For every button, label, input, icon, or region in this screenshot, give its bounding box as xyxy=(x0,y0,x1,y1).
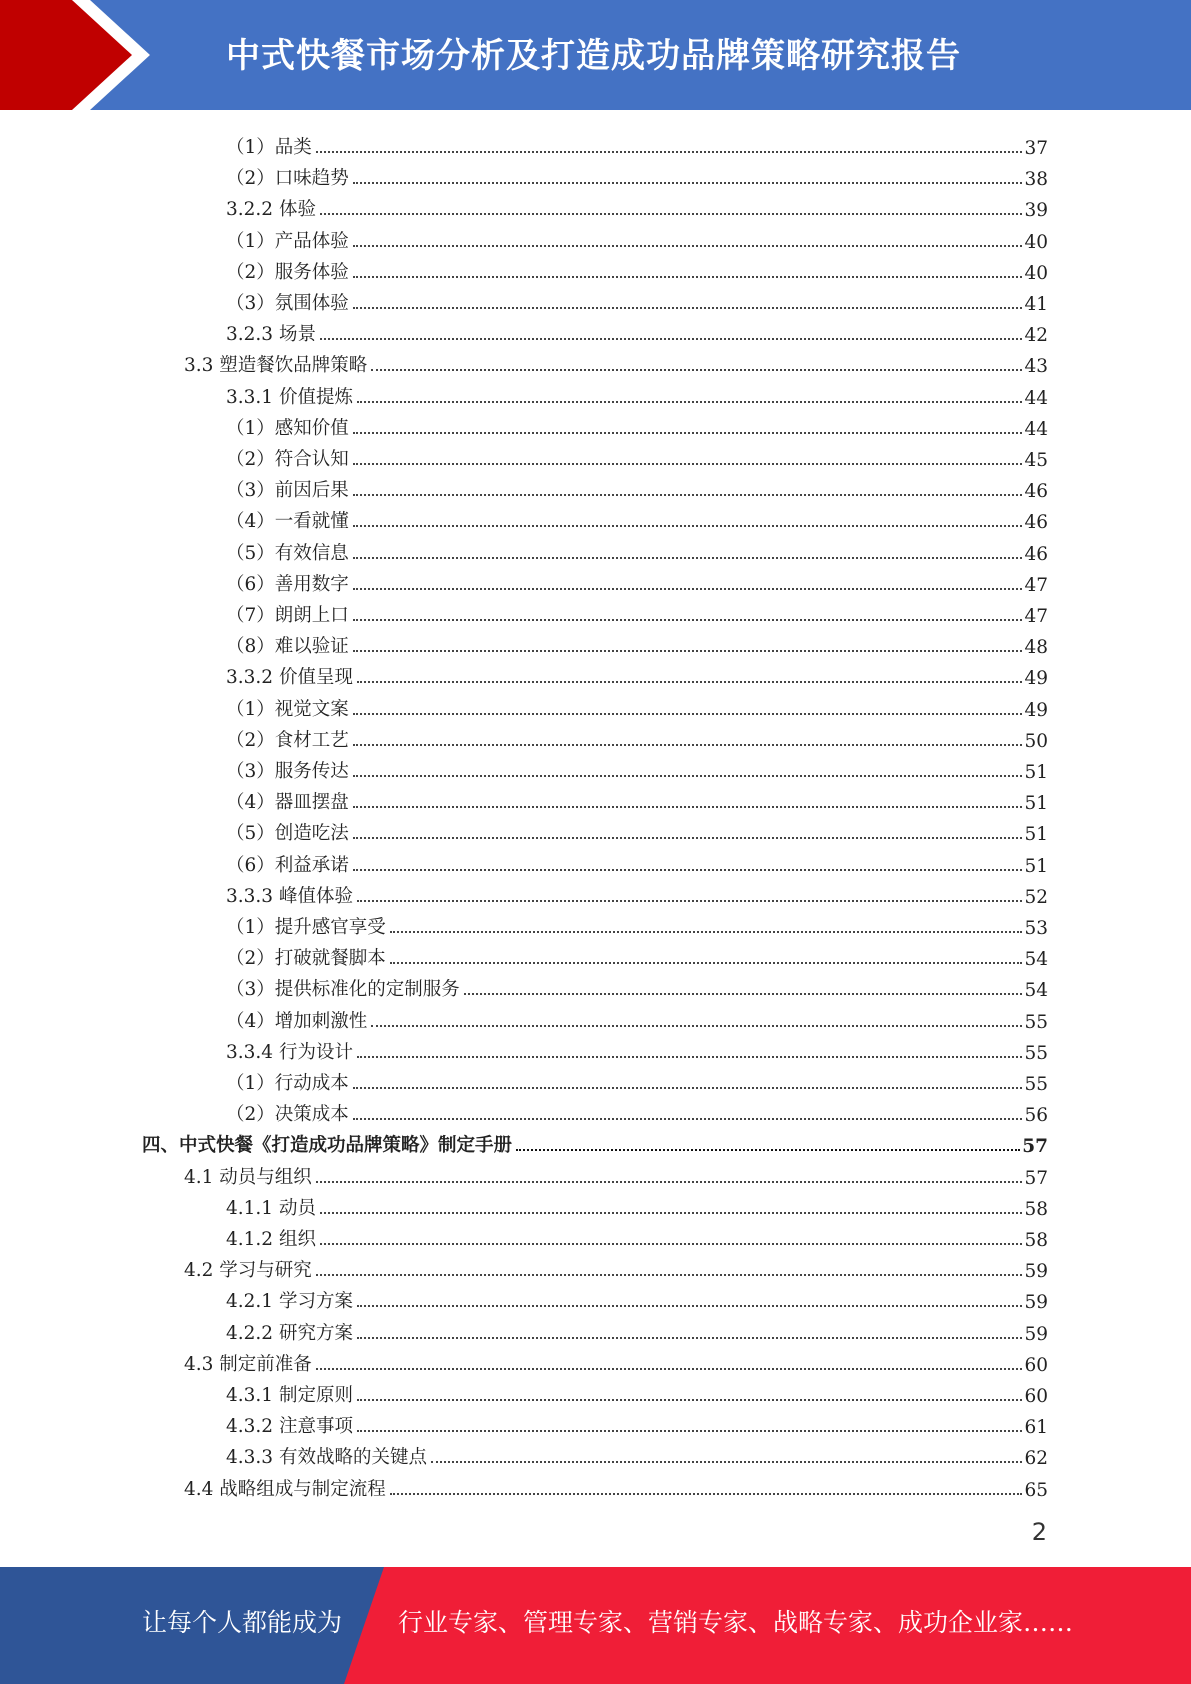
toc-leader-dots xyxy=(390,962,1023,964)
toc-leader-dots xyxy=(316,1368,1023,1370)
footer-banner xyxy=(0,1567,1191,1684)
toc-leader-dots xyxy=(357,1430,1023,1432)
toc-entry[interactable] xyxy=(226,1407,1048,1438)
toc-entry-page: 60 xyxy=(1024,1386,1048,1407)
toc-entry-page: 52 xyxy=(1024,886,1048,908)
toc-entry[interactable] xyxy=(226,970,1048,1001)
toc-entry[interactable] xyxy=(226,783,1048,814)
toc-entry[interactable] xyxy=(142,1126,1048,1157)
toc-entry-label: （3）氛围体验 xyxy=(226,293,349,314)
toc-entry-page: 51 xyxy=(1024,793,1048,815)
toc-leader-dots xyxy=(371,369,1022,371)
toc-entry[interactable] xyxy=(226,440,1048,471)
toc-leader-dots xyxy=(353,713,1023,715)
toc-entry-label: （4）器皿摆盘 xyxy=(226,792,349,814)
toc-entry[interactable] xyxy=(226,814,1048,845)
toc-entry-label: （6）利益承诺 xyxy=(226,854,349,876)
toc-entry-page: 46 xyxy=(1024,481,1048,503)
toc-entry-page: 47 xyxy=(1024,606,1048,627)
toc-entry-label: 3.3 塑造餐饮品牌策略 xyxy=(184,355,368,377)
toc-entry[interactable] xyxy=(226,939,1048,970)
toc-entry-label: 3.2.3 场景 xyxy=(226,324,316,346)
toc-leader-dots xyxy=(353,245,1023,247)
toc-entry-page: 46 xyxy=(1024,512,1048,534)
toc-leader-dots xyxy=(353,837,1023,839)
toc-entry-page: 48 xyxy=(1024,637,1048,659)
toc-entry-page: 46 xyxy=(1024,543,1048,565)
toc-entry-page: 43 xyxy=(1024,356,1048,378)
toc-leader-dots xyxy=(353,806,1023,808)
toc-entry[interactable] xyxy=(226,315,1048,346)
toc-entry-label: （4）一看就懂 xyxy=(226,511,349,533)
toc-entry-label: 3.3.4 行为设计 xyxy=(226,1041,353,1063)
toc-entry[interactable] xyxy=(226,1002,1048,1033)
toc-leader-dots xyxy=(353,869,1023,871)
toc-leader-dots xyxy=(320,338,1023,340)
toc-entry-page: 50 xyxy=(1024,730,1048,752)
toc-leader-dots xyxy=(353,463,1023,465)
toc-entry[interactable] xyxy=(226,128,1048,159)
toc-leader-dots xyxy=(390,1493,1023,1495)
toc-entry-page: 62 xyxy=(1024,1448,1048,1470)
toc-leader-dots xyxy=(353,619,1023,621)
toc-entry-label: （2）打破就餐脚本 xyxy=(226,948,386,970)
toc-leader-dots xyxy=(353,557,1023,559)
toc-leader-dots xyxy=(357,1056,1023,1058)
toc-entry[interactable] xyxy=(226,190,1048,221)
toc-entry-page: 56 xyxy=(1024,1105,1048,1127)
toc-entry-page: 39 xyxy=(1024,200,1048,222)
toc-entry-label: （8）难以验证 xyxy=(226,636,349,658)
toc-entry-page: 47 xyxy=(1024,574,1048,596)
toc-entry-page: 49 xyxy=(1024,699,1048,721)
toc-entry-label: 四、中式快餐《打造成功品牌策略》制定手册 xyxy=(142,1135,513,1157)
toc-entry[interactable] xyxy=(226,565,1048,596)
toc-entry-page: 55 xyxy=(1024,1074,1048,1095)
toc-entry-label: （5）有效信息 xyxy=(226,542,349,564)
toc-entry-label: 4.2.1 学习方案 xyxy=(226,1291,353,1313)
toc-entry-label: （1）提升感官享受 xyxy=(226,917,386,938)
toc-leader-dots xyxy=(320,1212,1023,1214)
toc-entry-page: 44 xyxy=(1024,418,1048,440)
toc-entry-label: （1）产品体验 xyxy=(226,230,349,252)
toc-entry[interactable] xyxy=(184,1251,1048,1282)
toc-entry-page: 59 xyxy=(1024,1261,1048,1283)
toc-leader-dots xyxy=(353,432,1023,434)
footer-slogan-right: 行业专家、管理专家、营销专家、战略专家、成功企业家…… xyxy=(398,1608,1074,1637)
toc-entry-label: （6）善用数字 xyxy=(226,573,349,595)
toc-entry[interactable] xyxy=(226,877,1048,908)
toc-entry-label: 4.2.2 研究方案 xyxy=(226,1322,353,1344)
toc-entry[interactable] xyxy=(226,1438,1048,1469)
toc-entry[interactable] xyxy=(226,1314,1048,1345)
toc-entry-page: 51 xyxy=(1024,762,1048,783)
toc-entry[interactable] xyxy=(226,721,1048,752)
toc-entry-page: 58 xyxy=(1024,1230,1048,1251)
toc-entry[interactable] xyxy=(226,534,1048,565)
toc-entry[interactable] xyxy=(226,1095,1048,1126)
toc-entry[interactable] xyxy=(226,378,1048,409)
toc-entry-page: 54 xyxy=(1024,949,1048,971)
toc-entry-page: 54 xyxy=(1024,980,1048,1002)
toc-entry-label: 3.3.3 峰值体验 xyxy=(226,885,353,907)
toc-entry-label: 4.2 学习与研究 xyxy=(184,1260,312,1282)
toc-entry-label: 4.3.3 有效战略的关键点 xyxy=(226,1447,427,1469)
toc-entry[interactable] xyxy=(226,627,1048,658)
toc-entry-page: 37 xyxy=(1024,138,1048,159)
toc-entry-label: 4.1 动员与组织 xyxy=(184,1166,312,1188)
toc-leader-dots xyxy=(357,900,1023,902)
toc-leader-dots xyxy=(353,182,1023,184)
toc-entry-label: （3）前因后果 xyxy=(226,480,349,502)
page-number: 2 xyxy=(1031,1518,1047,1546)
toc-entry[interactable] xyxy=(226,690,1048,721)
toc-leader-dots xyxy=(371,1025,1022,1027)
toc-leader-dots xyxy=(357,1337,1023,1339)
toc-entry-page: 59 xyxy=(1024,1323,1048,1345)
toc-entry-page: 38 xyxy=(1024,169,1048,191)
toc-entry-page: 41 xyxy=(1024,294,1048,315)
toc-entry-label: （2）服务体验 xyxy=(226,261,349,283)
toc-leader-dots xyxy=(464,993,1023,995)
toc-leader-dots xyxy=(320,1243,1023,1245)
toc-leader-dots xyxy=(316,1274,1023,1276)
toc-leader-dots xyxy=(357,681,1023,683)
toc-entry-page: 45 xyxy=(1024,450,1048,471)
toc-entry[interactable] xyxy=(226,284,1048,315)
toc-entry-label: （1）行动成本 xyxy=(226,1073,349,1094)
toc-leader-dots xyxy=(353,775,1023,777)
toc-entry-label: （2）决策成本 xyxy=(226,1104,349,1126)
toc-entry[interactable] xyxy=(226,596,1048,627)
toc-entry-label: （1）视觉文案 xyxy=(226,698,349,720)
toc-entry-label: 4.4 战略组成与制定流程 xyxy=(184,1478,386,1500)
toc-entry-label: （3）服务传达 xyxy=(226,761,349,782)
toc-entry-page: 40 xyxy=(1024,231,1048,253)
toc-entry-page: 61 xyxy=(1024,1417,1048,1439)
toc-leader-dots xyxy=(353,744,1023,746)
toc-entry[interactable] xyxy=(226,1282,1048,1313)
toc-leader-dots xyxy=(353,525,1023,527)
toc-leader-dots xyxy=(320,213,1023,215)
toc-entry[interactable] xyxy=(226,1189,1048,1220)
toc-entry-label: 4.1.1 动员 xyxy=(226,1197,316,1219)
toc-leader-dots xyxy=(316,151,1023,153)
toc-entry-label: （2）口味趋势 xyxy=(226,168,349,190)
toc-entry[interactable] xyxy=(226,1220,1048,1251)
toc-entry[interactable] xyxy=(226,253,1048,284)
toc-entry[interactable] xyxy=(226,1033,1048,1064)
toc-entry-label: 4.3.2 注意事项 xyxy=(226,1416,353,1438)
toc-entry-page: 40 xyxy=(1024,262,1048,284)
toc-entry-label: （2）食材工艺 xyxy=(226,729,349,751)
toc-entry-page: 42 xyxy=(1024,325,1048,347)
toc-leader-dots xyxy=(353,1087,1023,1089)
toc-entry[interactable] xyxy=(184,1158,1048,1189)
toc-entry-label: 3.3.2 价值呈现 xyxy=(226,667,353,689)
toc-leader-dots xyxy=(316,1181,1023,1183)
toc-entry[interactable] xyxy=(226,159,1048,190)
toc-leader-dots xyxy=(516,1149,1020,1151)
toc-leader-dots xyxy=(390,931,1023,933)
toc-entry-label: （2）符合认知 xyxy=(226,449,349,470)
toc-entry-label: （7）朗朗上口 xyxy=(226,605,349,626)
toc-entry-label: 4.3.1 制定原则 xyxy=(226,1385,353,1406)
toc-entry-page: 59 xyxy=(1024,1292,1048,1314)
toc-entry-page: 53 xyxy=(1024,918,1048,939)
toc-entry[interactable] xyxy=(184,1345,1048,1376)
toc-entry-page: 44 xyxy=(1024,387,1048,409)
toc-entry[interactable] xyxy=(226,222,1048,253)
toc-entry[interactable] xyxy=(226,908,1048,939)
toc-leader-dots xyxy=(353,588,1023,590)
toc-leader-dots xyxy=(357,1399,1023,1401)
toc-entry-page: 49 xyxy=(1024,668,1048,690)
toc-entry-label: （4）增加刺激性 xyxy=(226,1010,368,1032)
footer-slogan-left: 让每个人都能成为 xyxy=(142,1608,343,1637)
toc-leader-dots xyxy=(353,276,1023,278)
toc-entry-page: 51 xyxy=(1024,824,1048,846)
toc-leader-dots xyxy=(353,307,1023,309)
toc-entry[interactable] xyxy=(226,1064,1048,1095)
toc-entry[interactable] xyxy=(184,1470,1048,1501)
toc-entry-page: 51 xyxy=(1024,855,1048,877)
toc-entry-label: （1）感知价值 xyxy=(226,417,349,439)
toc-entry[interactable] xyxy=(226,1376,1048,1407)
toc-entry-label: （3）提供标准化的定制服务 xyxy=(226,979,460,1001)
toc-entry-page: 57 xyxy=(1022,1136,1048,1158)
toc-entry-label: （5）创造吃法 xyxy=(226,823,349,845)
toc-entry-label: 3.3.1 价值提炼 xyxy=(226,386,353,408)
toc-entry[interactable] xyxy=(226,752,1048,783)
toc-entry[interactable] xyxy=(226,502,1048,533)
toc-leader-dots xyxy=(353,494,1023,496)
toc-leader-dots xyxy=(357,401,1023,403)
toc-entry-label: 4.3 制定前准备 xyxy=(184,1353,312,1375)
toc-entry[interactable] xyxy=(184,346,1048,377)
toc-entry-page: 55 xyxy=(1024,1042,1048,1064)
toc-entry-page: 65 xyxy=(1024,1479,1048,1501)
toc-entry-page: 55 xyxy=(1024,1011,1048,1033)
toc-leader-dots xyxy=(353,650,1023,652)
toc-leader-dots xyxy=(353,1118,1023,1120)
toc-leader-dots xyxy=(357,1305,1023,1307)
toc-entry-label: 4.1.2 组织 xyxy=(226,1229,316,1250)
toc-entry[interactable] xyxy=(226,471,1048,502)
toc-entry-page: 57 xyxy=(1024,1167,1048,1189)
toc-entry-label: （1）品类 xyxy=(226,137,312,158)
toc-entry[interactable] xyxy=(226,409,1048,440)
toc-entry-label: 3.2.2 体验 xyxy=(226,199,316,221)
toc-entry-page: 58 xyxy=(1024,1198,1048,1220)
toc-entry-page: 60 xyxy=(1024,1354,1048,1376)
header-banner xyxy=(0,0,1191,110)
toc-entry[interactable] xyxy=(226,846,1048,877)
report-title: 中式快餐市场分析及打造成功品牌策略研究报告 xyxy=(226,36,961,76)
toc-leader-dots xyxy=(431,1461,1022,1463)
toc-entry[interactable] xyxy=(226,658,1048,689)
